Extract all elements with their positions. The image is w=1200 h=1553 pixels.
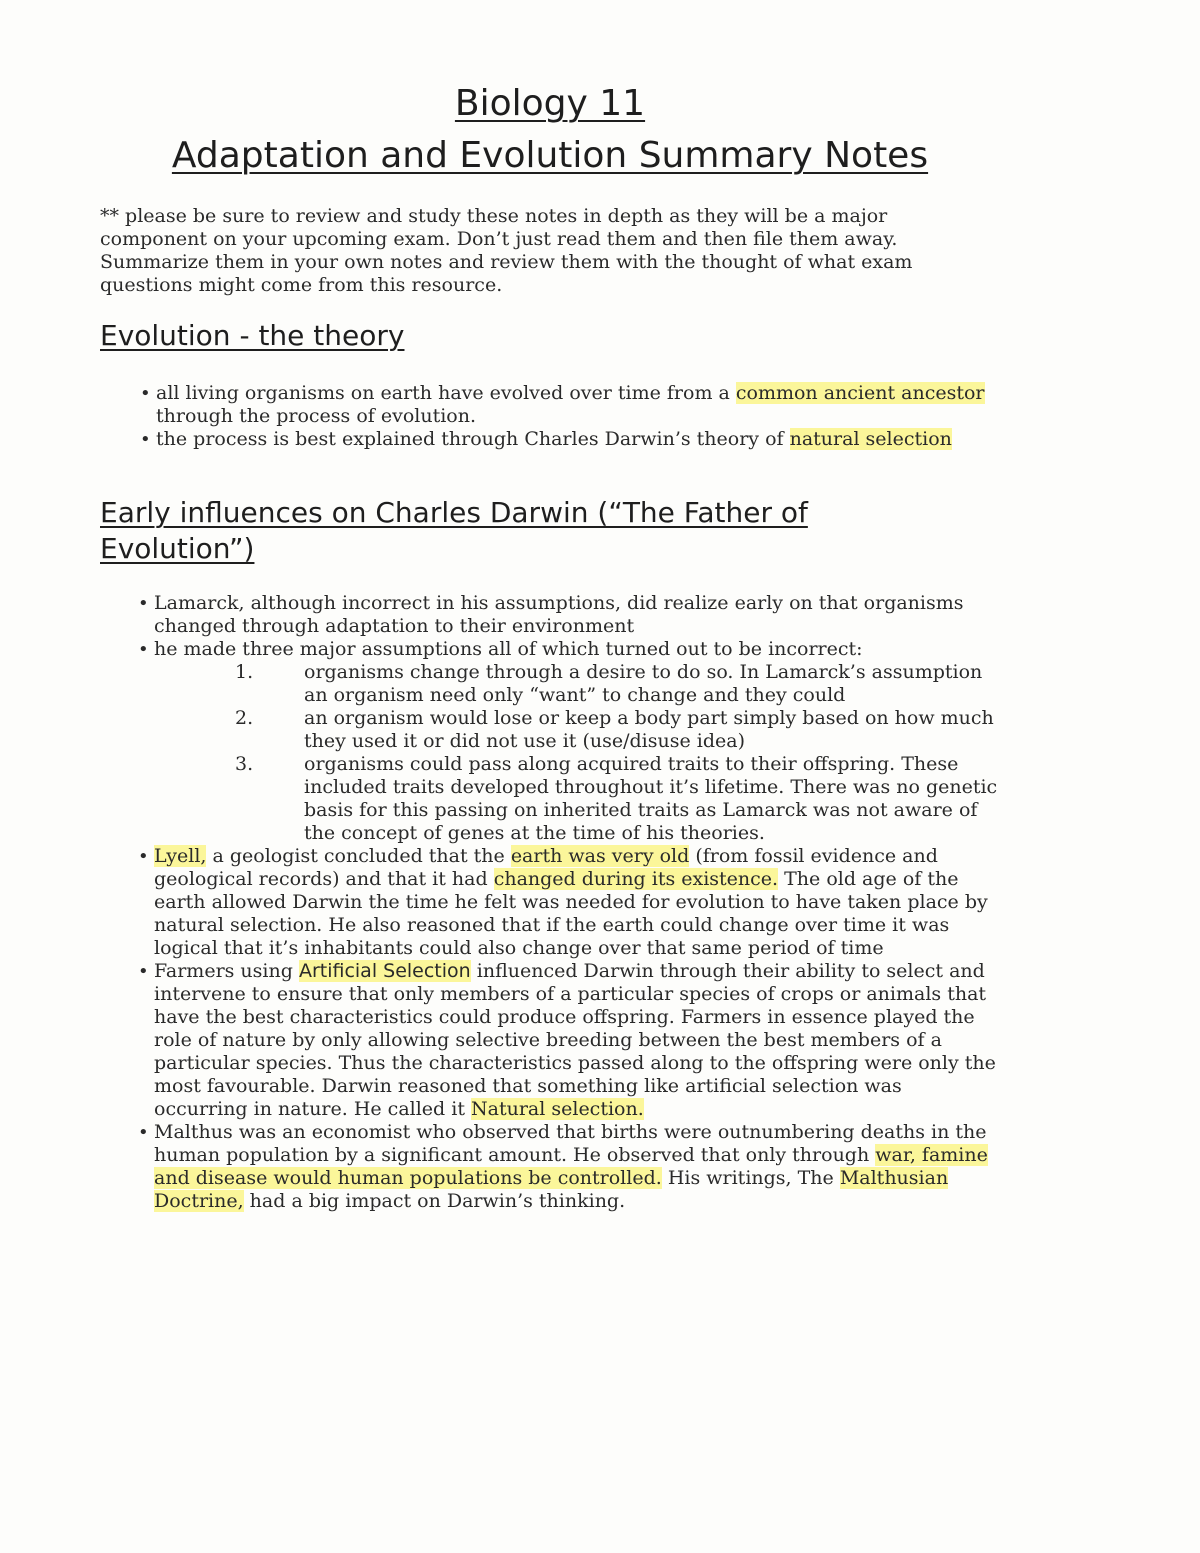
section-heading-influences: Early influences on Charles Darwin (“The Father of Evolution”) (100, 496, 808, 565)
numbered-item: 1. organisms change through a desire to do so. In Lamarck’s assumption an organism need only “want” to change and they could (235, 661, 983, 706)
page-subtitle: Adaptation and Evolution Summary Notes (171, 135, 929, 176)
highlight: changed during its existence. (493, 868, 779, 890)
list-item: • all living organisms on earth have evolved over time from a common ancient ancestor through the process of evolution. (140, 382, 1000, 428)
list-item: • the process is best explained through Charles Darwin’s theory of natural selection (140, 428, 1000, 451)
highlight: earth was very old (510, 845, 690, 867)
highlight: common ancient ancestor (735, 382, 985, 404)
highlight: Lyell, (154, 845, 207, 867)
list-item: • he made three major assumptions all of which turned out to be incorrect: 1. organisms change through a desire to do so. In Lamarck’s assumption an organism need only “want” to change and they could 2. an organism would lose or keep a body part simply based on how much they used it or did not use it (use/disuse idea) 3. organisms could pass along acquired traits to their offspring. These included traits developed throughout it’s lifetime. There was no genetic basis for this passing on inherited traits as Lamarck was not aware of the concept of genes at the time of his theories. (138, 638, 998, 845)
list-item: • Farmers using Artificial Selection influenced Darwin through their ability to select and intervene to ensure that only members of a particular species of crops or animals that have the best characteristics could produce offspring. Farmers in essence played the role of nature by only allowing selective breeding between the best members of a particular species. Thus the characteristics passed along to the offspring were only the most favourable. Darwin reasoned that something like artificial selection was occurring in nature. He called it Natural selection. (138, 960, 998, 1121)
list-item: • Lamarck, although incorrect in his assumptions, did realize early on that organisms changed through adaptation to their environment (138, 592, 998, 638)
numbered-item: 3. organisms could pass along acquired traits to their offspring. These included traits developed throughout it’s lifetime. There was no genetic basis for this passing on inherited traits as Lamarck was not aware of the concept of genes at the time of his theories. (235, 753, 998, 844)
evolution-bullet-list (140, 382, 1000, 451)
list-item: • Malthus was an economist who observed that births were outnumbering deaths in the human population by a significant amount. He observed that only through war, famine and disease would human populations be controlled. His writings, The Malthusian Doctrine, had a big impact on Darwin’s thinking. (138, 1121, 998, 1213)
highlight: Artificial Selection (298, 960, 471, 982)
page-title: Biology 11 (454, 83, 646, 124)
title-block (0, 78, 1100, 182)
influences-bullet-list (138, 592, 998, 1213)
numbered-item: 2. an organism would lose or keep a body part simply based on how much they used it or did not use it (use/disuse idea) (235, 707, 994, 752)
list-item: • Lyell, a geologist concluded that the earth was very old (from fossil evidence and geological records) and that it had changed during its existence. The old age of the earth allowed Darwin the time he felt was needed for evolution to have taken place by natural selection. He also reasoned that if the earth could change over time it was logical that it’s inhabitants could also change over that same period of time (138, 845, 998, 960)
intro-paragraph: ** please be sure to review and study these notes in depth as they will be a major component on your upcoming exam. Don’t just read them and then file them away. Summarize them in your own notes and review them with the thought of what exam questions might come from this resource. (100, 205, 913, 296)
highlight: war, famine and disease would human populations be controlled. (154, 1144, 988, 1189)
section-heading-evolution: Evolution - the theory (100, 319, 405, 352)
highlight: natural selection (789, 428, 952, 450)
highlight: Natural selection. (471, 1098, 644, 1120)
highlight: Malthusian Doctrine, (154, 1167, 949, 1212)
lamarck-assumptions-list (154, 661, 998, 845)
